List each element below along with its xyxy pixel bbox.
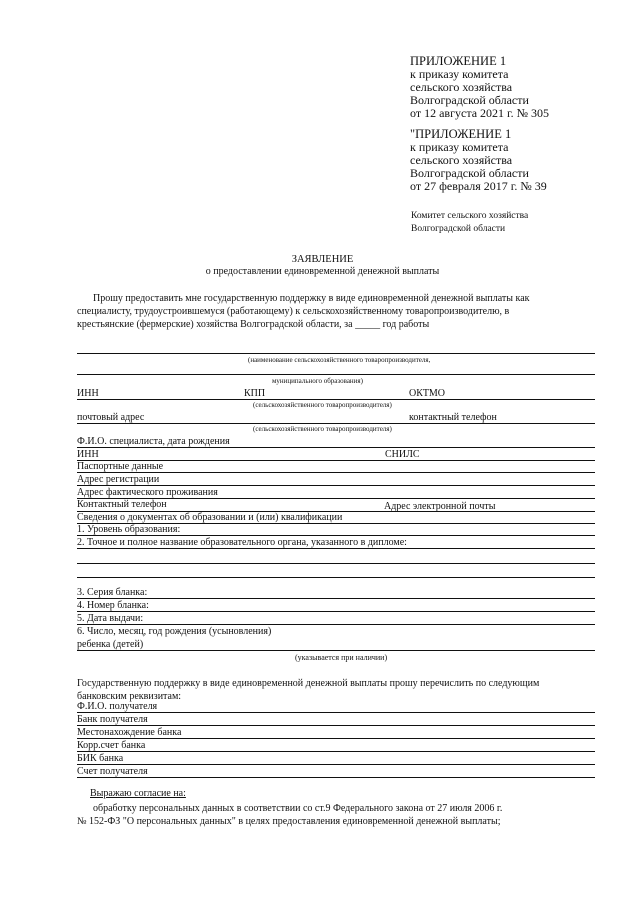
education-level-label: 1. Уровень образования: [77, 524, 181, 535]
appendix-2-line: к приказу комитета [410, 140, 509, 154]
appendix-2-line: от 27 февраля 2017 г. № 39 [410, 179, 547, 193]
appendix-1-line: от 12 августа 2021 г. № 305 [410, 106, 550, 120]
producer-kpp-label: КПП [244, 388, 266, 399]
series-line[interactable] [77, 598, 595, 599]
education-org-label: 2. Точное и полное название образовательного органа, указанного в дипломе: [77, 537, 407, 548]
producer-name-line[interactable] [77, 353, 595, 354]
municipal-line[interactable] [77, 374, 595, 375]
recipient-account-label: Счет получателя [77, 766, 148, 777]
specialist-fio-line[interactable] [77, 447, 595, 448]
bank-location-label: Местонахождение банка [77, 727, 182, 738]
passport-line[interactable] [77, 472, 595, 473]
recipient-bank-label: Банк получателя [77, 714, 148, 725]
corr-account-line[interactable] [77, 751, 595, 752]
document-title: ЗАЯВЛЕНИЕ [291, 254, 354, 265]
consent-title: Выражаю согласие на: [90, 788, 186, 799]
appendix-1-line: сельского хозяйства [410, 80, 513, 94]
specialist-email-label: Адрес электронной почты [384, 501, 496, 512]
issue-date-label: 5. Дата выдачи: [77, 613, 144, 624]
intro-line [77, 318, 592, 331]
producer-ids-line[interactable] [77, 399, 595, 400]
appendix-2-title: "ПРИЛОЖЕНИЕ 1 [410, 127, 512, 141]
education-level-line[interactable] [77, 535, 595, 536]
recipient-account-line[interactable] [77, 777, 595, 778]
appendix-1-title: ПРИЛОЖЕНИЕ 1 [410, 54, 507, 68]
specialist-phone-label: Контактный телефон [77, 499, 167, 510]
producer-inn-label: ИНН [77, 388, 99, 399]
consent-line: № 152-ФЗ "О персональных данных" в целях предоставления единовременной денежной выплаты; [77, 816, 501, 827]
if-any-hint: (указывается при наличии) [295, 653, 388, 662]
number-label: 4. Номер бланка: [77, 600, 149, 611]
appendix-2-line: сельского хозяйства [410, 153, 513, 167]
recipient-fio-line[interactable] [77, 712, 595, 713]
appendix-block-1 [410, 55, 549, 120]
child-birth-line[interactable] [77, 650, 595, 651]
bank-intro-line: банковским реквизитам: [77, 691, 182, 702]
specialist-fio-label: Ф.И.О. специалиста, дата рождения [77, 436, 230, 447]
appendix-1-line: к приказу комитета [410, 67, 509, 81]
actual-address-label: Адрес фактического проживания [77, 487, 218, 498]
appendix-1-line: Волгоградской области [410, 93, 529, 107]
issue-date-line[interactable] [77, 624, 595, 625]
education-docs-label: Сведения о документах об образовании и (или) квалификации [77, 512, 343, 523]
bank-location-line[interactable] [77, 738, 595, 739]
intro-text: год работы [382, 319, 430, 330]
intro-line: специалисту, трудоустроившемуся (работающему) к сельскохозяйственному товаропроизводителю, в [77, 306, 510, 317]
producer-postal-label: почтовый адрес [77, 412, 145, 423]
series-label: 3. Серия бланка: [77, 587, 148, 598]
corr-account-label: Корр.счет банка [77, 740, 146, 751]
producer-contact-line[interactable] [77, 423, 595, 424]
education-org-line[interactable] [77, 548, 595, 549]
producer-name-hint: (наименование сельскохозяйственного товаропроизводителя, [248, 356, 431, 364]
bik-label: БИК банка [77, 753, 124, 764]
specialist-inn-label: ИНН [77, 449, 99, 460]
producer-hint-2: (сельскохозяйственного товаропроизводителя) [253, 425, 392, 433]
number-line[interactable] [77, 611, 595, 612]
appendix-block-2 [410, 128, 547, 193]
child-birth-label: 6. Число, месяц, год рождения (усыновления) [77, 626, 272, 637]
reg-address-line[interactable] [77, 485, 595, 486]
intro-paragraph [77, 292, 592, 331]
bank-intro-line: Государственную поддержку в виде единовременной денежной выплаты прошу перечислить по следующим [77, 678, 540, 689]
consent-line: обработку персональных данных в соответствии со ст.9 Федерального закона от 27 июля 2006 г. [93, 803, 503, 814]
appendix-2-line: Волгоградской области [410, 166, 529, 180]
document-subtitle: о предоставлении единовременной денежной выплаты [205, 266, 440, 277]
recipient-fio-label: Ф.И.О. получателя [77, 701, 158, 712]
intro-text: крестьянские (фермерские) хозяйства Волгоградской области, за [77, 319, 353, 330]
consent-paragraph [77, 802, 592, 828]
producer-hint-1: (сельскохозяйственного товаропроизводителя) [253, 401, 392, 409]
year-count-field[interactable]: _____ [355, 319, 381, 330]
producer-oktmo-label: ОКТМО [409, 388, 445, 399]
producer-phone-label: контактный телефон [409, 412, 497, 423]
intro-line: Прошу предоставить мне государственную поддержку в виде единовременной денежной выплаты как [93, 293, 530, 304]
education-org-line-2[interactable] [77, 563, 595, 564]
bank-intro [77, 677, 592, 703]
reg-address-label: Адрес регистрации [77, 474, 160, 485]
specialist-snils-label: СНИЛС [385, 449, 420, 460]
bik-line[interactable] [77, 764, 595, 765]
recipient-bank-line[interactable] [77, 725, 595, 726]
child-birth-label-2: ребенка (детей) [77, 639, 144, 650]
committee-line: Волгоградской области [411, 224, 506, 234]
committee-block [411, 210, 528, 236]
committee-line: Комитет сельского хозяйства [411, 211, 529, 221]
municipal-hint: муниципального образования) [272, 377, 363, 385]
passport-label: Паспортные данные [77, 461, 164, 472]
education-org-line-3[interactable] [77, 577, 595, 578]
